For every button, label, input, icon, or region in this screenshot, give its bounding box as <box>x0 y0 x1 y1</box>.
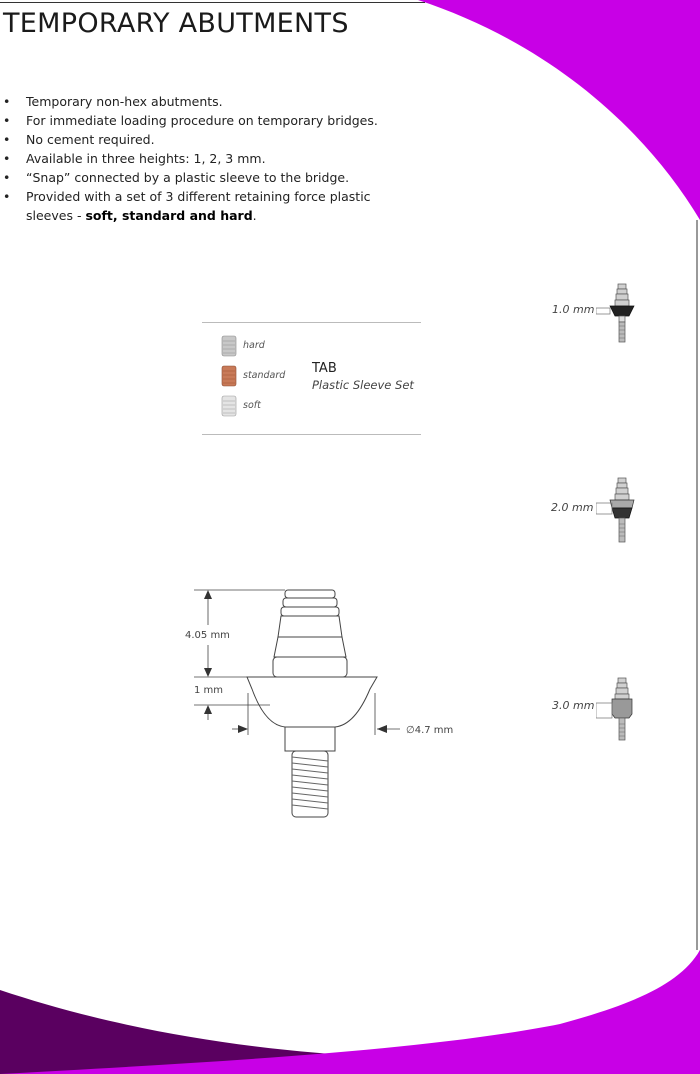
list-item: • Temporary non-hex abutments. <box>3 94 223 109</box>
sleeve-set-code: TAB <box>312 361 337 376</box>
bullet-icon: • <box>3 94 11 109</box>
bullet-icon: • <box>3 132 11 147</box>
sleeve-label: standard <box>243 370 286 381</box>
dimension-collar-label: 1 mm <box>194 685 224 696</box>
bullet-icon: • <box>3 151 11 166</box>
feature-list <box>0 92 400 225</box>
height-label-3mm: 3.0 mm <box>552 699 595 712</box>
bullet-icon: • <box>3 170 11 185</box>
sleeve-set-legend <box>202 322 421 435</box>
height-label-1mm: 1.0 mm <box>552 303 595 316</box>
list-item: • For immediate loading procedure on temporary bridges. <box>3 113 378 128</box>
sleeve-soft-icon <box>221 395 237 417</box>
dimension-diameter-label: ∅4.7 mm <box>406 725 454 736</box>
bullet-icon: • <box>3 189 11 204</box>
abutment-1mm-icon <box>596 282 640 346</box>
abutment-technical-drawing <box>180 585 470 825</box>
page-title: TEMPORARY ABUTMENTS <box>3 8 349 39</box>
sleeve-label: soft <box>243 400 261 411</box>
sleeve-set-name: Plastic Sleeve Set <box>312 378 414 392</box>
list-item: • No cement required. <box>3 132 155 147</box>
sleeve-types: soft, standard and hard <box>85 208 253 223</box>
sleeve-hard-icon <box>221 335 237 357</box>
top-right-swoosh <box>418 0 700 220</box>
height-label-2mm: 2.0 mm <box>551 501 594 514</box>
list-item: • “Snap” connected by a plastic sleeve to the bridge. <box>3 170 350 185</box>
bullet-icon: • <box>3 113 11 128</box>
dimension-height-label: 4.05 mm <box>185 630 230 641</box>
abutment-2mm-icon <box>596 476 640 546</box>
sleeve-label: hard <box>243 340 265 351</box>
top-rule <box>0 2 425 3</box>
list-item: • Provided with a set of 3 different retaining force plastic sleeves - soft, standard and hard. <box>3 189 371 223</box>
abutment-3mm-icon <box>596 676 640 742</box>
list-item: • Available in three heights: 1, 2, 3 mm. <box>3 151 266 166</box>
sleeve-standard-icon <box>221 365 237 387</box>
